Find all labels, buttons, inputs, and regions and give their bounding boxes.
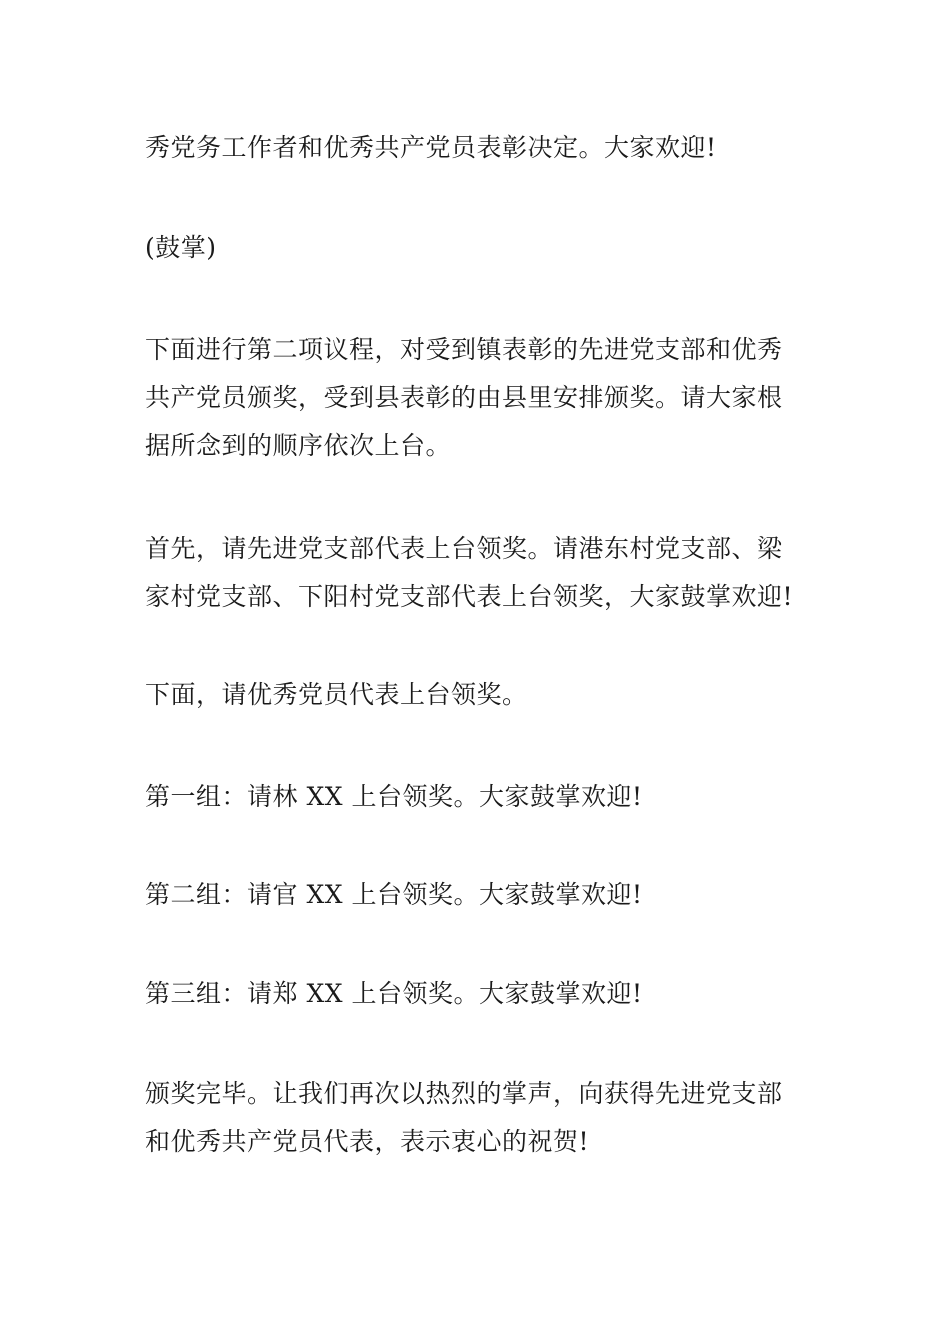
paragraph-line: 下面进行第二项议程，对受到镇表彰的先进党支部和优秀 [145, 335, 783, 364]
paragraph-9 [145, 1070, 810, 1166]
paragraph-1 [145, 124, 810, 172]
paragraph-line: 共产党员颁奖，受到县表彰的由县里安排颁奖。请大家根 [145, 383, 783, 412]
paragraph-3 [145, 326, 810, 470]
paragraph-4 [145, 525, 810, 621]
paragraph-line: 第一组：请林 XX 上台领奖。大家鼓掌欢迎! [145, 782, 643, 811]
paragraph-line: 秀党务工作者和优秀共产党员表彰决定。大家欢迎! [145, 133, 717, 162]
paragraph-line: 第三组：请郑 XX 上台领奖。大家鼓掌欢迎! [145, 979, 643, 1008]
paragraph-line: 据所念到的顺序依次上台。 [145, 431, 452, 460]
paragraph-line: 第二组：请官 XX 上台领奖。大家鼓掌欢迎! [145, 880, 643, 909]
paragraph-line: 下面，请优秀党员代表上台领奖。 [145, 680, 528, 709]
paragraph-7 [145, 871, 810, 919]
paragraph-line: 颁奖完毕。让我们再次以热烈的掌声，向获得先进党支部 [145, 1079, 783, 1108]
paragraph-8 [145, 970, 810, 1018]
paragraph-line: 和优秀共产党员代表，表示衷心的祝贺! [145, 1127, 590, 1156]
paragraph-line: 首先，请先进党支部代表上台领奖。请港东村党支部、梁 [145, 534, 783, 563]
paragraph-5 [145, 671, 810, 719]
paragraph-line: 家村党支部、下阳村党支部代表上台领奖，大家鼓掌欢迎! [145, 582, 794, 611]
paragraph-2 [145, 224, 810, 272]
paragraph-line: (鼓掌) [145, 233, 217, 262]
paragraph-6 [145, 773, 810, 821]
